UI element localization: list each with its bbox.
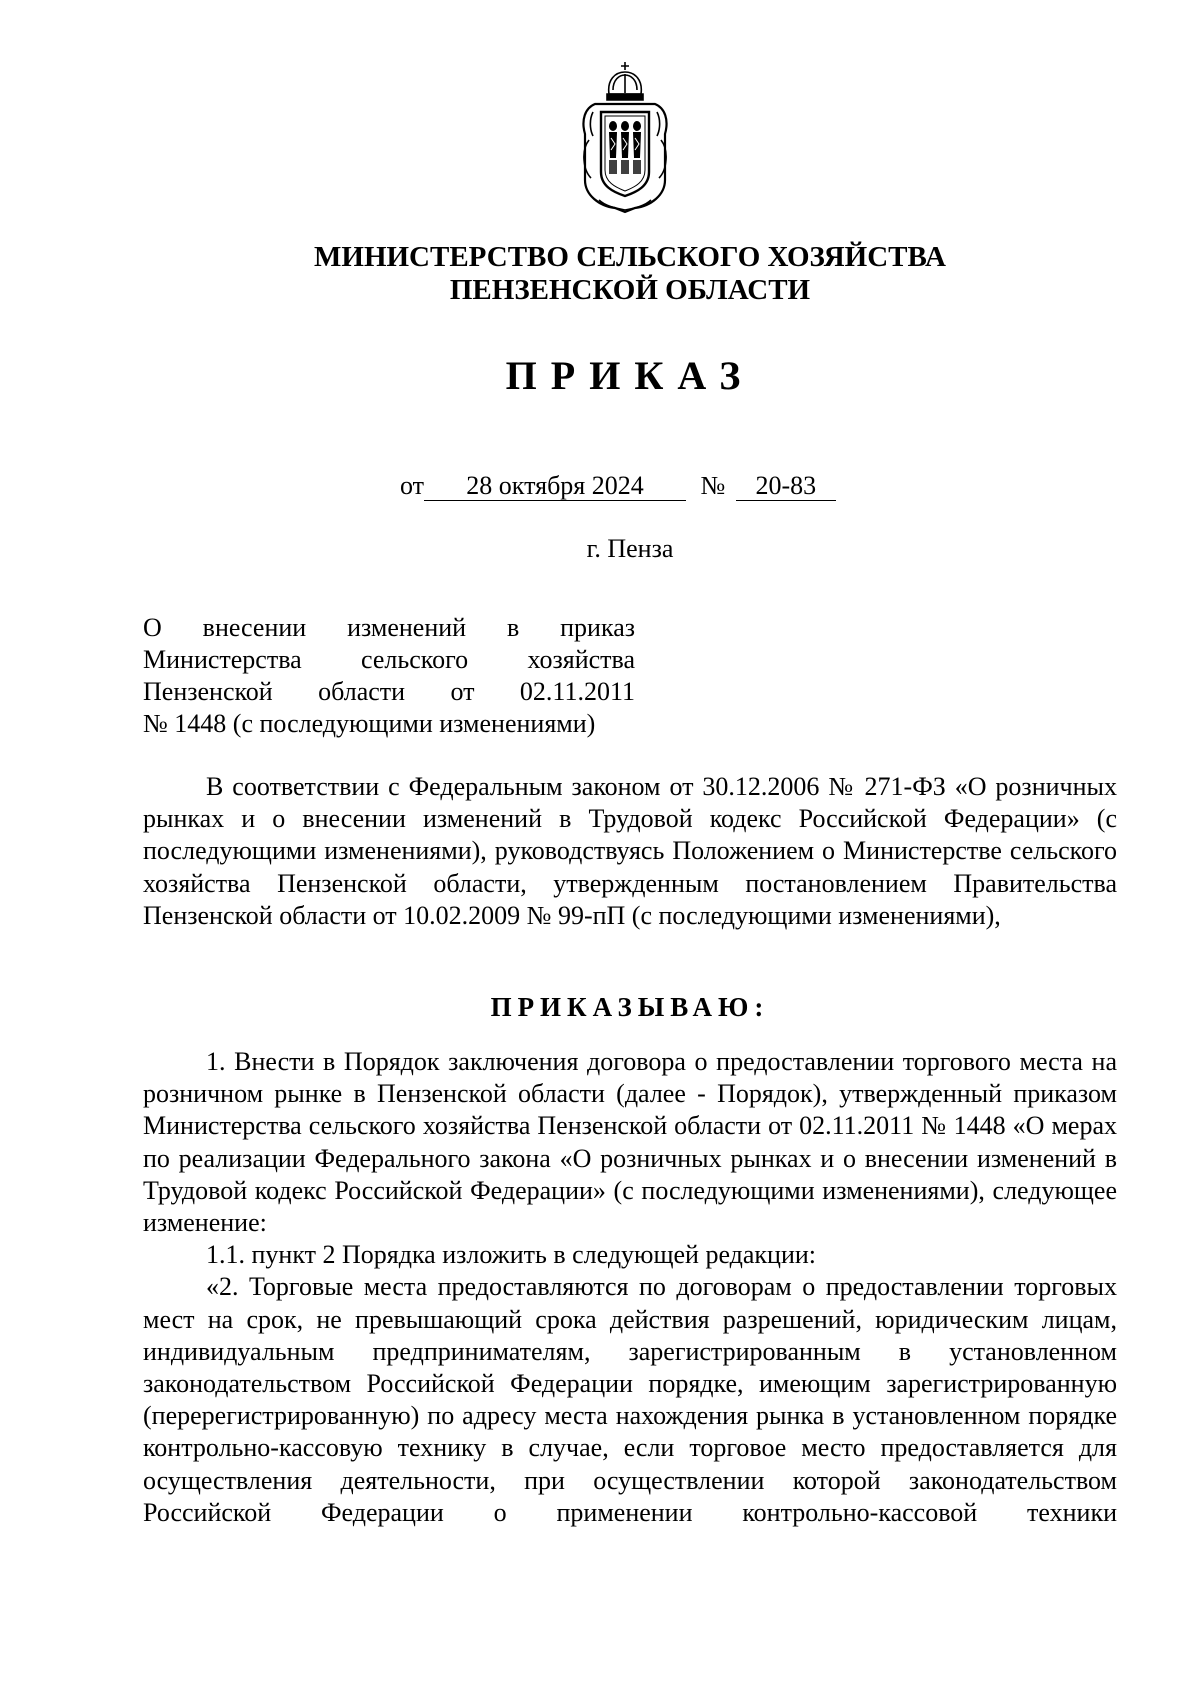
coat-of-arms-icon [575, 60, 675, 215]
order-date: 28 октября 2024 [424, 472, 686, 501]
document-type-title: ПРИКАЗ [505, 353, 755, 398]
preamble-paragraph: В соответствии с Федеральным законом от 30.12.2006 № 271-ФЗ «О розничных рынках и о внесении изменений в Трудовой кодекс Российской Федерации» (с последующими изменениями), руководствуясь Положением о Министерстве сельского хозяйства Пензенской области, утвержденным постановлением Правительства Пензенской области от 10.02.2009 № 99-пП (с последующими изменениями), [143, 772, 1117, 930]
item-1-1-paragraph: 1.1. пункт 2 Порядка изложить в следующей редакции: [206, 1240, 817, 1270]
order-directive: ПРИКАЗЫВАЮ: [490, 992, 770, 1022]
subject-line-1: О внесении изменений в приказ [143, 613, 635, 642]
order-number: 20-83 [736, 472, 836, 501]
subject-line-3: Пензенской области от 02.11.2011 [143, 677, 635, 706]
order-items [143, 1046, 1117, 1529]
item-1-paragraph: 1. Внести в Порядок заключения договора о предоставлении торгового места на розничном рынке в Пензенской области (далее - Порядок), утвержденный приказом Министерства сельского хозяйства Пензенской области от 02.11.2011 № 1448 «О мерах по реализации Федерального закона «О розничных рынках и о внесении изменений в Трудовой кодекс Российской Федерации» (с последующими изменениями), следующее изменение: [143, 1047, 1117, 1238]
number-prefix: № [700, 471, 726, 500]
ministry-name [0, 241, 1200, 307]
preamble-block [143, 771, 1117, 932]
ministry-line-2: ПЕНЗЕНСКОЙ ОБЛАСТИ [449, 274, 811, 306]
subject-line-4: № 1448 (с последующими изменениями) [143, 709, 596, 738]
date-prefix: от [400, 471, 425, 500]
ministry-line-1: МИНИСТЕРСТВО СЕЛЬСКОГО ХОЗЯЙСТВА [314, 241, 946, 273]
order-subject [143, 612, 635, 740]
item-2-quote-paragraph: «2. Торговые места предоставляются по договорам о предоставлении торговых мест на срок, не превышающий срока действия разрешений, юридическим лицам, индивидуальным предпринимателям, зарегистрированным в установленном законодательством Российской Федерации порядке, имеющим зарегистрированную (перерегистрированную) по адресу места нахождения рынка в установленном порядке контрольно-кассовую технику в случае, если торговое место предоставляется для осуществления деятельности, при осуществлении которой законодательством Российской Федерации о применении контрольно-кассовой техники [143, 1272, 1117, 1527]
subject-line-2: Министерства сельского хозяйства [143, 645, 635, 674]
city: г. Пенза [586, 534, 674, 563]
date-number-line [400, 470, 836, 502]
